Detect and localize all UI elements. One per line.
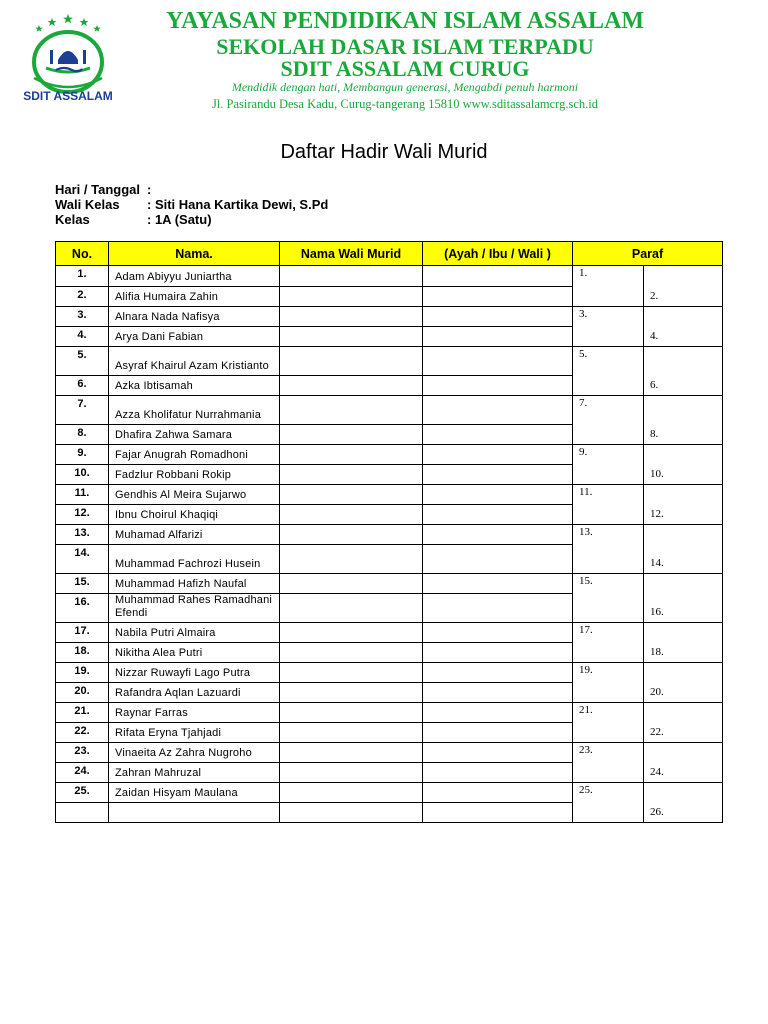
teacher-label: Wali Kelas	[55, 197, 120, 212]
table-row	[56, 396, 723, 425]
relation-cell[interactable]	[423, 763, 573, 783]
relation-cell[interactable]	[423, 574, 573, 594]
relation-cell[interactable]	[423, 663, 573, 683]
relation-cell[interactable]	[423, 803, 573, 823]
guardian-name-cell[interactable]	[280, 803, 423, 823]
mosque-logo-icon	[12, 12, 124, 104]
table-row	[56, 743, 723, 763]
table-row	[56, 623, 723, 643]
student-name: Alnara Nada Nafisya	[109, 307, 280, 327]
signature-cell[interactable]: 9.	[573, 445, 644, 485]
relation-cell[interactable]	[423, 683, 573, 703]
row-number: 6.	[56, 376, 109, 396]
student-name: Muhammad Fachrozi Husein	[109, 545, 280, 574]
school-type: SEKOLAH DASAR ISLAM TERPADU	[216, 34, 594, 59]
row-number: 22.	[56, 723, 109, 743]
guardian-name-cell[interactable]	[280, 623, 423, 643]
table-row	[56, 485, 723, 505]
relation-cell[interactable]	[423, 425, 573, 445]
guardian-name-cell[interactable]	[280, 525, 423, 545]
signature-cell[interactable]: 19.	[573, 663, 644, 703]
table-row	[56, 347, 723, 376]
relation-cell[interactable]	[423, 465, 573, 485]
row-number: 14.	[56, 545, 109, 574]
guardian-name-cell[interactable]	[280, 663, 423, 683]
signature-cell[interactable]: 18.	[644, 623, 723, 663]
guardian-name-cell[interactable]	[280, 465, 423, 485]
guardian-name-cell[interactable]	[280, 574, 423, 594]
relation-cell[interactable]	[423, 525, 573, 545]
student-name: Dhafira Zahwa Samara	[109, 425, 280, 445]
relation-cell[interactable]	[423, 445, 573, 465]
date-label: Hari / Tanggal	[55, 182, 140, 197]
student-name: Muhamad Alfarizi	[109, 525, 280, 545]
student-name: Fajar Anugrah Romadhoni	[109, 445, 280, 465]
signature-cell[interactable]: 3.	[573, 307, 644, 347]
relation-cell[interactable]	[423, 505, 573, 525]
relation-cell[interactable]	[423, 307, 573, 327]
signature-cell[interactable]: 8.	[644, 396, 723, 445]
relation-cell[interactable]	[423, 266, 573, 287]
table-row	[56, 703, 723, 723]
guardian-name-cell[interactable]	[280, 743, 423, 763]
table-row	[56, 266, 723, 287]
guardian-name-cell[interactable]	[280, 505, 423, 525]
header-relation: (Ayah / Ibu / Wali )	[423, 242, 573, 266]
school-name: SDIT ASSALAM CURUG	[280, 56, 530, 81]
row-number: 18.	[56, 643, 109, 663]
row-number: 5.	[56, 347, 109, 376]
class-value: : 1A (Satu)	[147, 212, 212, 227]
table-row	[56, 307, 723, 327]
relation-cell[interactable]	[423, 594, 573, 623]
guardian-name-cell[interactable]	[280, 723, 423, 743]
relation-cell[interactable]	[423, 643, 573, 663]
letterhead	[0, 0, 768, 120]
student-name: Zaidan Hisyam Maulana	[109, 783, 280, 803]
student-name: Vinaeita Az Zahra Nugroho	[109, 743, 280, 763]
table-row	[56, 663, 723, 683]
relation-cell[interactable]	[423, 327, 573, 347]
guardian-name-cell[interactable]	[280, 445, 423, 465]
guardian-name-cell[interactable]	[280, 683, 423, 703]
foundation-name: YAYASAN PENDIDIKAN ISLAM ASSALAM	[165, 8, 645, 34]
signature-cell[interactable]: 21.	[573, 703, 644, 743]
row-number: 10.	[56, 465, 109, 485]
school-motto: Mendidik dengan hati, Membangun generasi, Mengabdi penuh harmoni	[231, 80, 579, 94]
student-name: Nikitha Alea Putri	[109, 643, 280, 663]
signature-cell[interactable]: 5.	[573, 347, 644, 396]
row-number: 11.	[56, 485, 109, 505]
student-name: Asyraf Khairul Azam Kristianto	[109, 347, 280, 376]
class-line	[55, 212, 212, 227]
row-number: 21.	[56, 703, 109, 723]
student-name: Arya Dani Fabian	[109, 327, 280, 347]
row-number: 24.	[56, 763, 109, 783]
table-header-row	[56, 242, 723, 266]
signature-cell[interactable]: 23.	[573, 743, 644, 783]
guardian-name-cell[interactable]	[280, 703, 423, 723]
row-number: 9.	[56, 445, 109, 465]
signature-cell[interactable]: 20.	[644, 663, 723, 703]
student-name: Adam Abiyyu Juniartha	[109, 266, 280, 287]
student-name: Gendhis Al Meira Sujarwo	[109, 485, 280, 505]
relation-cell[interactable]	[423, 485, 573, 505]
guardian-name-cell[interactable]	[280, 485, 423, 505]
signature-cell[interactable]: 6.	[644, 347, 723, 396]
teacher-value: : Siti Hana Kartika Dewi, S.Pd	[147, 197, 329, 212]
row-number: 25.	[56, 783, 109, 803]
signature-cell[interactable]: 11.	[573, 485, 644, 525]
guardian-name-cell[interactable]	[280, 327, 423, 347]
guardian-name-cell[interactable]	[280, 287, 423, 307]
header-name: Nama.	[109, 242, 280, 266]
header-no: No.	[56, 242, 109, 266]
row-number: 23.	[56, 743, 109, 763]
signature-cell[interactable]: 17.	[573, 623, 644, 663]
signature-cell[interactable]: 2.	[644, 266, 723, 307]
student-name: Muhammad Hafizh Naufal	[109, 574, 280, 594]
row-number: 15.	[56, 574, 109, 594]
table-row	[56, 445, 723, 465]
guardian-name-cell[interactable]	[280, 266, 423, 287]
relation-cell[interactable]	[423, 783, 573, 803]
student-name: Alifia Humaira Zahin	[109, 287, 280, 307]
row-number	[56, 803, 109, 823]
relation-cell[interactable]	[423, 396, 573, 425]
date-value: :	[147, 182, 152, 197]
relation-cell[interactable]	[423, 347, 573, 376]
row-number: 19.	[56, 663, 109, 683]
student-name: Nabila Putri Almaira	[109, 623, 280, 643]
student-name: Rifata Eryna Tjahjadi	[109, 723, 280, 743]
row-number: 2.	[56, 287, 109, 307]
student-name: Zahran Mahruzal	[109, 763, 280, 783]
teacher-line	[55, 197, 328, 212]
student-name: Muhammad Rahes Ramadhani Efendi	[109, 594, 280, 623]
guardian-name-cell[interactable]	[280, 643, 423, 663]
row-number: 7.	[56, 396, 109, 425]
row-number: 20.	[56, 683, 109, 703]
signature-cell[interactable]: 7.	[573, 396, 644, 445]
signature-cell[interactable]: 4.	[644, 307, 723, 347]
student-name: Azka Ibtisamah	[109, 376, 280, 396]
row-number: 1.	[56, 266, 109, 287]
table-row	[56, 574, 723, 594]
student-name: Fadzlur Robbani Rokip	[109, 465, 280, 485]
signature-cell[interactable]: 15.	[573, 574, 644, 623]
signature-cell[interactable]: 12.	[644, 485, 723, 525]
relation-cell[interactable]	[423, 376, 573, 396]
student-name: Azza Kholifatur Nurrahmania	[109, 396, 280, 425]
row-number: 13.	[56, 525, 109, 545]
signature-cell[interactable]: 14.	[644, 525, 723, 574]
row-number: 17.	[56, 623, 109, 643]
relation-cell[interactable]	[423, 545, 573, 574]
guardian-name-cell[interactable]	[280, 783, 423, 803]
signature-cell[interactable]: 16.	[644, 574, 723, 623]
guardian-name-cell[interactable]	[280, 396, 423, 425]
signature-cell[interactable]: 24.	[644, 743, 723, 783]
relation-cell[interactable]	[423, 623, 573, 643]
student-name: Ibnu Choirul Khaqiqi	[109, 505, 280, 525]
document-title: Daftar Hadir Wali Murid	[280, 141, 488, 163]
student-name: Rafandra Aqlan Lazuardi	[109, 683, 280, 703]
header-guardian-name: Nama Wali Murid	[280, 242, 423, 266]
signature-cell[interactable]: 25.	[573, 783, 644, 823]
student-name: Nizzar Ruwayfi Lago Putra	[109, 663, 280, 683]
guardian-name-cell[interactable]	[280, 425, 423, 445]
signature-cell[interactable]: 22.	[644, 703, 723, 743]
date-line	[55, 182, 151, 197]
signature-cell[interactable]: 10.	[644, 445, 723, 485]
row-number: 8.	[56, 425, 109, 445]
header-signature: Paraf	[573, 242, 723, 266]
row-number: 16.	[56, 594, 109, 623]
guardian-name-cell[interactable]	[280, 763, 423, 783]
table-row	[56, 525, 723, 545]
student-name: Raynar Farras	[109, 703, 280, 723]
row-number: 12.	[56, 505, 109, 525]
relation-cell[interactable]	[423, 743, 573, 763]
relation-cell[interactable]	[423, 287, 573, 307]
relation-cell[interactable]	[423, 723, 573, 743]
relation-cell[interactable]	[423, 703, 573, 723]
attendance-table	[55, 241, 723, 823]
class-label: Kelas	[55, 212, 90, 227]
signature-cell[interactable]: 13.	[573, 525, 644, 574]
row-number: 3.	[56, 307, 109, 327]
guardian-name-cell[interactable]	[280, 307, 423, 327]
signature-cell[interactable]: 1.	[573, 266, 644, 307]
logo-text: SDIT ASSALAM	[23, 89, 113, 103]
guardian-name-cell[interactable]	[280, 545, 423, 574]
signature-cell[interactable]: 26.	[644, 783, 723, 823]
row-number: 4.	[56, 327, 109, 347]
student-name	[109, 803, 280, 823]
guardian-name-cell[interactable]	[280, 376, 423, 396]
guardian-name-cell[interactable]	[280, 347, 423, 376]
table-row	[56, 783, 723, 803]
guardian-name-cell[interactable]	[280, 594, 423, 623]
school-address: Jl. Pasirandu Desa Kadu, Curug-tangerang 15810 www.sditassalamcrg.sch.id	[211, 97, 599, 111]
